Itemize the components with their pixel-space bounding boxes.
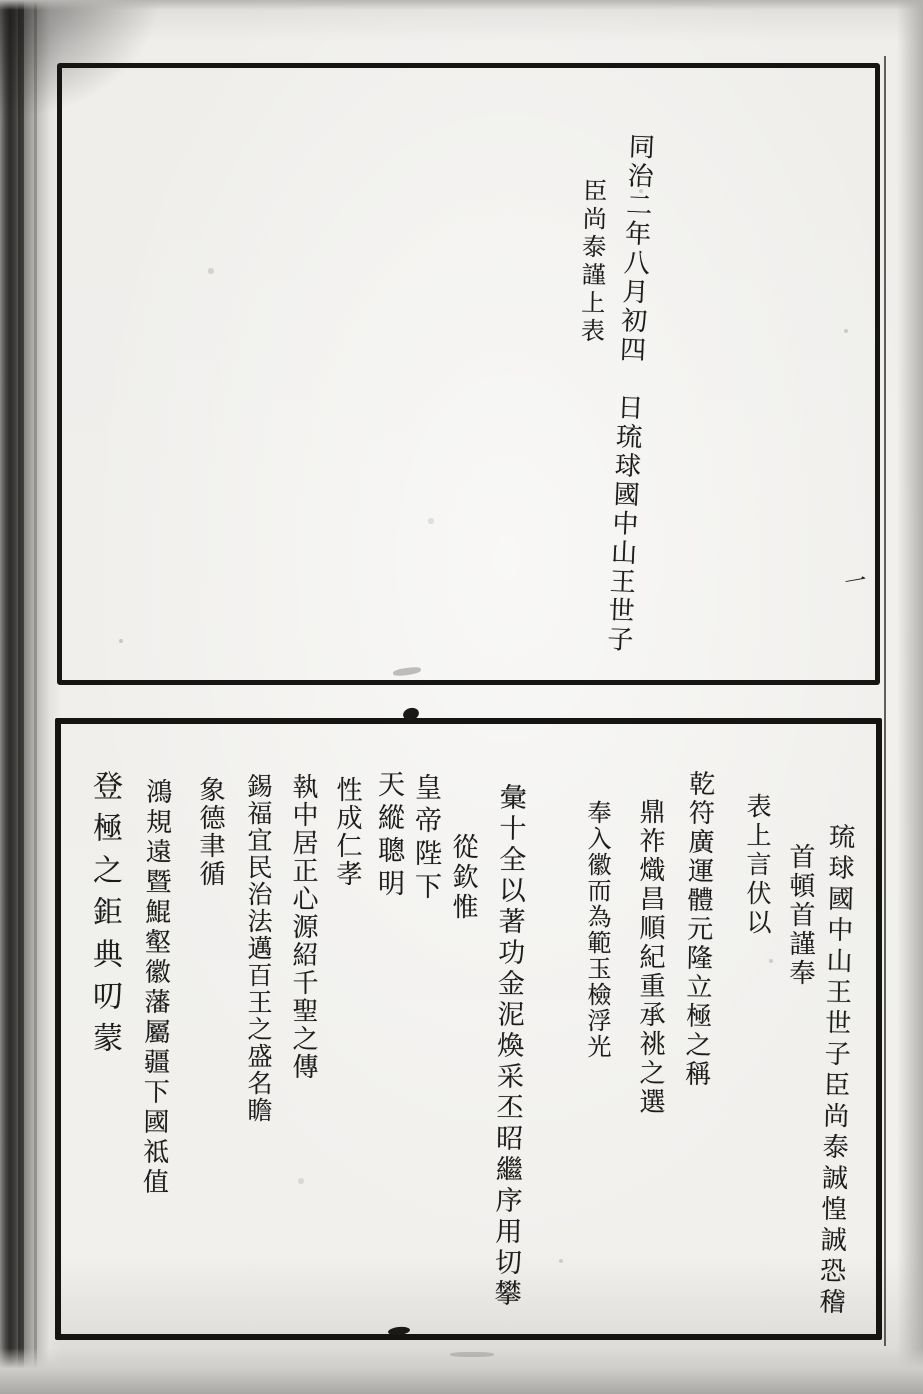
memorial-column-14: 象德聿循: [195, 776, 225, 888]
memorial-column-9: 皇帝陛下: [410, 773, 441, 905]
page-number: 一: [839, 567, 868, 595]
date-column: 同治二年八月初四 日琉球國中山王世子: [602, 132, 655, 656]
memorial-column-3: 表上言伏以: [743, 793, 772, 938]
memorial-column-7: 彙十全以著功金泥煥采丕昭繼序用切攀: [489, 782, 526, 1311]
memorial-column-1: 琉球國中山王世子臣尚泰誠惶誠恐稽: [814, 822, 855, 1320]
signature-column: 臣尚泰謹上表: [576, 177, 607, 347]
paper-speckles: [0, 0, 2, 2]
memorial-column-5: 鼎祚熾昌順紀重承祧之選: [635, 798, 665, 1117]
memorial-column-8: 從欽惟: [448, 833, 478, 923]
memorial-column-2: 首頓首謹奉: [785, 843, 815, 988]
memorial-column-10: 天縱聰明: [373, 770, 404, 902]
ink-smudge: [450, 1352, 494, 1357]
memorial-column-13: 錫福宜民治法邁百王之盛名瞻: [244, 773, 273, 1124]
memorial-column-16: 登極之鉅典叨蒙: [87, 770, 122, 1064]
binding-streak: [34, 0, 37, 1394]
memorial-column-15: 鴻規遠暨鯤壑徽藩屬疆下國祗值: [138, 777, 172, 1199]
memorial-column-11: 性成仁孝: [332, 776, 362, 888]
memorial-column-6: 奉入徽而為範玉檢浮光: [583, 800, 611, 1060]
binding-streak: [18, 0, 24, 1394]
page-edge-line: [884, 56, 886, 1346]
scan-edge-right: [897, 0, 923, 1394]
memorial-column-4: 乾符廣運體元隆立極之稱: [680, 769, 715, 1090]
binding-shadow: [0, 0, 62, 1394]
memorial-column-12: 執中居正心源紹千聖之傳: [288, 773, 318, 1081]
upper-text-frame: [57, 63, 880, 685]
scan-edge-top: [0, 0, 923, 10]
